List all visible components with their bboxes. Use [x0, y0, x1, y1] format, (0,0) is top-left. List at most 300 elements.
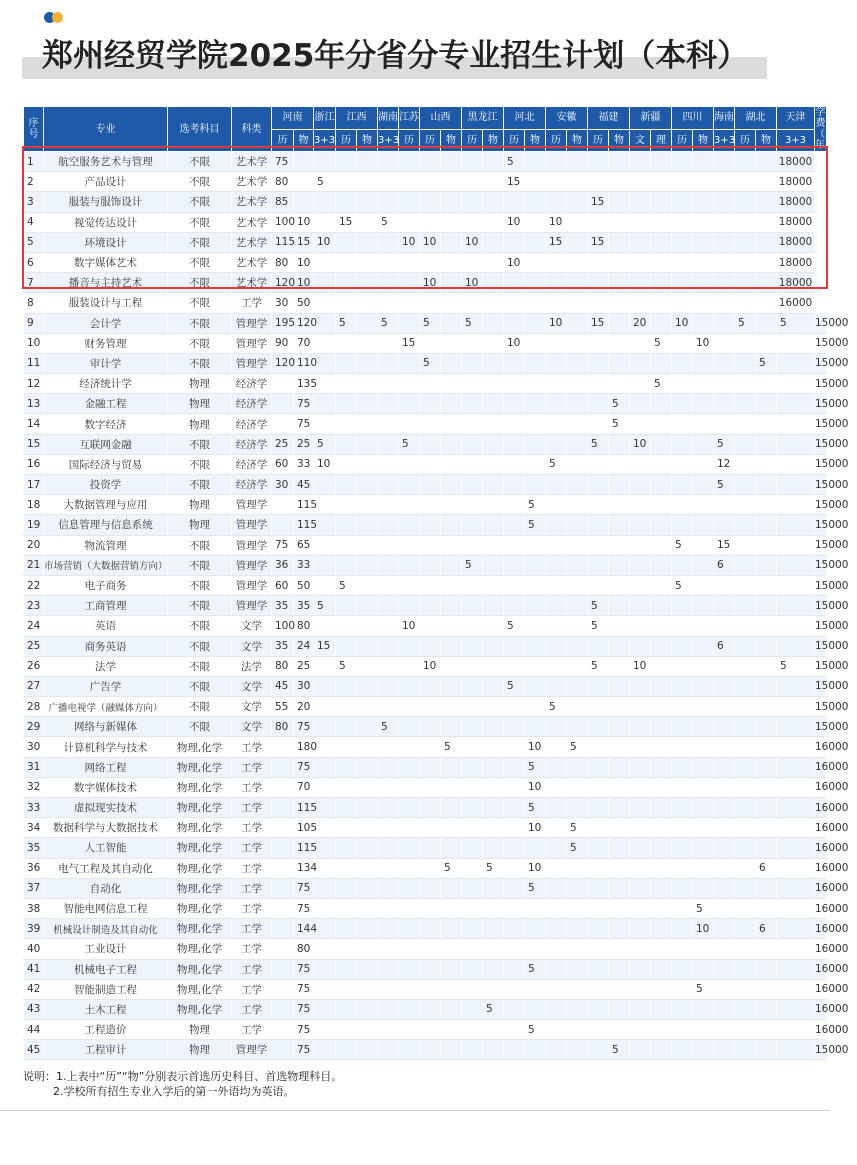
- quota-cell: [609, 232, 630, 252]
- quota-cell: [630, 858, 651, 878]
- quota-cell: 5: [314, 596, 336, 616]
- quota-cell: 10: [420, 232, 441, 252]
- quota-cell: [630, 414, 651, 434]
- table-row: [24, 394, 827, 414]
- quota-cell: [714, 212, 735, 232]
- quota-cell: 10: [462, 232, 483, 252]
- quota-cell: [462, 1040, 483, 1060]
- category: 管理学: [232, 333, 272, 353]
- quota-cell: [609, 676, 630, 696]
- quota-cell: [630, 818, 651, 838]
- quota-cell: [756, 475, 777, 495]
- quota-cell: [336, 475, 357, 495]
- quota-cell: [651, 212, 672, 232]
- quota-cell: [630, 575, 651, 595]
- header-row-provinces: [24, 107, 827, 130]
- quota-cell: [651, 798, 672, 818]
- quota-cell: [777, 798, 815, 818]
- quota-cell: [525, 898, 546, 918]
- quota-cell: [609, 333, 630, 353]
- quota-cell: 70: [294, 777, 314, 797]
- quota-cell: [272, 798, 294, 818]
- quota-cell: [630, 1040, 651, 1060]
- sub-col: 历: [588, 129, 609, 152]
- tuition-fee: 16000: [815, 737, 827, 757]
- quota-cell: 45: [272, 676, 294, 696]
- subject-requirement: 物理,化学: [168, 798, 232, 818]
- quota-cell: [462, 959, 483, 979]
- quota-cell: [567, 152, 588, 172]
- row-seq: 6: [24, 252, 44, 272]
- quota-cell: 6: [756, 919, 777, 939]
- table-row: [24, 152, 827, 172]
- quota-cell: [336, 555, 357, 575]
- quota-cell: [504, 979, 525, 999]
- category: 经济学: [232, 374, 272, 394]
- quota-cell: [672, 374, 693, 394]
- quota-cell: [336, 939, 357, 959]
- quota-cell: [441, 1040, 462, 1060]
- quota-cell: [336, 252, 357, 272]
- major-name: 电子商务: [44, 575, 168, 595]
- table-row: [24, 172, 827, 192]
- quota-cell: [693, 495, 714, 515]
- quota-cell: [441, 475, 462, 495]
- quota-cell: 15: [314, 636, 336, 656]
- quota-cell: [462, 898, 483, 918]
- quota-cell: [672, 737, 693, 757]
- quota-cell: [567, 596, 588, 616]
- quota-cell: [378, 959, 399, 979]
- quota-cell: 85: [272, 192, 294, 212]
- sub-col: 物: [525, 129, 546, 152]
- quota-cell: 60: [272, 575, 294, 595]
- subject-requirement: 不限: [168, 293, 232, 313]
- quota-cell: [378, 656, 399, 676]
- quota-cell: [399, 959, 420, 979]
- quota-cell: 10: [525, 737, 546, 757]
- category: 工学: [232, 1020, 272, 1040]
- quota-cell: [357, 535, 378, 555]
- quota-cell: [693, 515, 714, 535]
- category: 文学: [232, 676, 272, 696]
- tuition-fee: 15000: [815, 353, 827, 373]
- quota-cell: [336, 818, 357, 838]
- quota-cell: 10: [420, 273, 441, 293]
- quota-cell: [378, 818, 399, 838]
- sub-col: 历: [546, 129, 567, 152]
- quota-cell: [567, 394, 588, 414]
- quota-cell: [630, 152, 651, 172]
- quota-cell: [441, 757, 462, 777]
- quota-cell: [735, 1040, 756, 1060]
- quota-cell: [462, 475, 483, 495]
- quota-cell: [546, 999, 567, 1019]
- category: 工学: [232, 919, 272, 939]
- quota-cell: [441, 172, 462, 192]
- major-name: 机械设计制造及其自动化: [44, 919, 168, 939]
- quota-cell: [525, 838, 546, 858]
- quota-cell: [714, 676, 735, 696]
- quota-cell: [567, 798, 588, 818]
- quota-cell: [714, 1020, 735, 1040]
- quota-cell: [504, 717, 525, 737]
- quota-cell: [567, 212, 588, 232]
- quota-cell: [546, 394, 567, 414]
- subject-requirement: 不限: [168, 616, 232, 636]
- sub-col: 历: [399, 129, 420, 152]
- quota-cell: [693, 757, 714, 777]
- quota-cell: [336, 757, 357, 777]
- quota-cell: [483, 252, 504, 272]
- quota-cell: [462, 535, 483, 555]
- quota-cell: [735, 838, 756, 858]
- quota-cell: [504, 495, 525, 515]
- quota-cell: [483, 232, 504, 252]
- quota-cell: [756, 959, 777, 979]
- quota-cell: [567, 777, 588, 797]
- quota-cell: [525, 192, 546, 212]
- subject-requirement: 物理,化学: [168, 838, 232, 858]
- quota-cell: [609, 919, 630, 939]
- major-name: 工业设计: [44, 939, 168, 959]
- quota-cell: [441, 434, 462, 454]
- quota-cell: [399, 575, 420, 595]
- quota-cell: [441, 959, 462, 979]
- quota-cell: 75: [272, 535, 294, 555]
- major-name: 服装与服饰设计: [44, 192, 168, 212]
- subject-requirement: 不限: [168, 313, 232, 333]
- quota-cell: [462, 979, 483, 999]
- quota-cell: [336, 374, 357, 394]
- quota-cell: [588, 575, 609, 595]
- quota-cell: 5: [483, 999, 504, 1019]
- quota-cell: 75: [294, 717, 314, 737]
- row-seq: 4: [24, 212, 44, 232]
- quota-cell: [588, 737, 609, 757]
- quota-cell: [272, 999, 294, 1019]
- quota-cell: [735, 414, 756, 434]
- quota-cell: [651, 475, 672, 495]
- quota-cell: [378, 252, 399, 272]
- quota-cell: [714, 192, 735, 212]
- quota-cell: [735, 757, 756, 777]
- quota-cell: [462, 737, 483, 757]
- quota-cell: [756, 939, 777, 959]
- quota-cell: 100: [272, 616, 294, 636]
- quota-cell: [357, 172, 378, 192]
- subject-requirement: 物理: [168, 394, 232, 414]
- quota-cell: 5: [378, 313, 399, 333]
- quota-cell: [546, 878, 567, 898]
- quota-cell: [567, 757, 588, 777]
- quota-cell: [630, 979, 651, 999]
- quota-cell: [567, 697, 588, 717]
- quota-cell: 90: [272, 333, 294, 353]
- quota-cell: [483, 818, 504, 838]
- quota-cell: 24: [294, 636, 314, 656]
- category: 艺术学: [232, 152, 272, 172]
- quota-cell: [735, 192, 756, 212]
- row-seq: 12: [24, 374, 44, 394]
- tuition-fee: 15000: [815, 475, 827, 495]
- quota-cell: [567, 636, 588, 656]
- subject-requirement: 物理,化学: [168, 818, 232, 838]
- quota-cell: 33: [294, 454, 314, 474]
- quota-cell: [546, 676, 567, 696]
- major-name: 数字经济: [44, 414, 168, 434]
- quota-cell: 75: [294, 959, 314, 979]
- row-seq: 26: [24, 656, 44, 676]
- quota-cell: [462, 212, 483, 232]
- quota-cell: [630, 454, 651, 474]
- quota-cell: [378, 939, 399, 959]
- quota-cell: [777, 979, 815, 999]
- quota-cell: [777, 454, 815, 474]
- quota-cell: [588, 414, 609, 434]
- quota-cell: [630, 273, 651, 293]
- quota-cell: [630, 596, 651, 616]
- quota-cell: [462, 333, 483, 353]
- quota-cell: [546, 757, 567, 777]
- quota-cell: 33: [294, 555, 314, 575]
- quota-cell: [777, 777, 815, 797]
- sub-col: 物: [693, 129, 714, 152]
- quota-cell: 10: [693, 919, 714, 939]
- quota-cell: 75: [294, 878, 314, 898]
- quota-cell: [735, 676, 756, 696]
- quota-cell: [420, 898, 441, 918]
- quota-cell: [630, 495, 651, 515]
- major-name: 财务管理: [44, 333, 168, 353]
- tuition-fee: 16000: [815, 939, 827, 959]
- quota-cell: [357, 959, 378, 979]
- quota-cell: [525, 999, 546, 1019]
- quota-cell: 70: [294, 333, 314, 353]
- quota-cell: [588, 858, 609, 878]
- quota-cell: [651, 515, 672, 535]
- quota-cell: [567, 717, 588, 737]
- category: 艺术学: [232, 192, 272, 212]
- quota-cell: [272, 777, 294, 797]
- quota-cell: [399, 636, 420, 656]
- quota-cell: [588, 959, 609, 979]
- quota-cell: [672, 353, 693, 373]
- quota-cell: 5: [525, 515, 546, 535]
- category: 管理学: [232, 535, 272, 555]
- quota-cell: [441, 676, 462, 696]
- quota-cell: [399, 475, 420, 495]
- quota-cell: [441, 596, 462, 616]
- quota-cell: [588, 777, 609, 797]
- table-row: [24, 454, 827, 474]
- quota-cell: [609, 313, 630, 333]
- quota-cell: [357, 676, 378, 696]
- quota-cell: [735, 212, 756, 232]
- quota-cell: [357, 374, 378, 394]
- quota-cell: [756, 878, 777, 898]
- quota-cell: [420, 454, 441, 474]
- quota-cell: [672, 616, 693, 636]
- quota-cell: [651, 495, 672, 515]
- quota-cell: [378, 596, 399, 616]
- quota-cell: [777, 1040, 815, 1060]
- quota-cell: [441, 919, 462, 939]
- quota-cell: [272, 414, 294, 434]
- quota-cell: [546, 898, 567, 918]
- quota-cell: [588, 1040, 609, 1060]
- category: 管理学: [232, 515, 272, 535]
- quota-cell: [567, 878, 588, 898]
- major-name: 土木工程: [44, 999, 168, 1019]
- quota-cell: [756, 172, 777, 192]
- quota-cell: [357, 777, 378, 797]
- category: 法学: [232, 656, 272, 676]
- quota-cell: [735, 333, 756, 353]
- row-seq: 31: [24, 757, 44, 777]
- quota-cell: [630, 515, 651, 535]
- quota-cell: [399, 495, 420, 515]
- quota-cell: 5: [336, 656, 357, 676]
- quota-cell: [483, 152, 504, 172]
- subject-requirement: 不限: [168, 434, 232, 454]
- quota-cell: [336, 616, 357, 636]
- quota-cell: [441, 333, 462, 353]
- quota-cell: [378, 434, 399, 454]
- decorative-dots: [44, 12, 68, 24]
- quota-cell: [399, 1020, 420, 1040]
- quota-cell: [567, 939, 588, 959]
- quota-cell: [567, 676, 588, 696]
- quota-cell: [420, 515, 441, 535]
- quota-cell: 134: [294, 858, 314, 878]
- quota-cell: [483, 555, 504, 575]
- quota-cell: [357, 192, 378, 212]
- quota-cell: [504, 575, 525, 595]
- quota-cell: [336, 596, 357, 616]
- quota-cell: [441, 535, 462, 555]
- subject-requirement: 不限: [168, 676, 232, 696]
- quota-cell: [525, 697, 546, 717]
- quota-cell: 5: [336, 313, 357, 333]
- quota-cell: 10: [314, 232, 336, 252]
- quota-cell: [462, 858, 483, 878]
- quota-cell: [399, 515, 420, 535]
- quota-cell: 120: [272, 353, 294, 373]
- quota-cell: [630, 232, 651, 252]
- quota-cell: [525, 535, 546, 555]
- quota-cell: [399, 394, 420, 414]
- quota-cell: [735, 374, 756, 394]
- quota-cell: [756, 676, 777, 696]
- quota-cell: [693, 959, 714, 979]
- quota-cell: [672, 939, 693, 959]
- quota-cell: [777, 919, 815, 939]
- quota-cell: [693, 575, 714, 595]
- quota-cell: [336, 515, 357, 535]
- quota-cell: [546, 979, 567, 999]
- quota-cell: [420, 757, 441, 777]
- quota-cell: 5: [672, 575, 693, 595]
- quota-cell: [441, 878, 462, 898]
- category: 经济学: [232, 394, 272, 414]
- quota-cell: [462, 394, 483, 414]
- quota-cell: [714, 394, 735, 414]
- major-name: 审计学: [44, 353, 168, 373]
- quota-cell: [441, 818, 462, 838]
- quota-cell: [588, 898, 609, 918]
- quota-cell: [399, 676, 420, 696]
- quota-cell: [294, 192, 314, 212]
- quota-cell: [441, 999, 462, 1019]
- quota-cell: [630, 616, 651, 636]
- quota-cell: [399, 252, 420, 272]
- quota-cell: [399, 858, 420, 878]
- quota-cell: [420, 575, 441, 595]
- subject-requirement: 不限: [168, 575, 232, 595]
- quota-cell: [672, 495, 693, 515]
- quota-cell: [441, 515, 462, 535]
- quota-cell: [588, 374, 609, 394]
- quota-cell: [756, 818, 777, 838]
- quota-cell: [483, 979, 504, 999]
- quota-cell: [504, 414, 525, 434]
- quota-cell: 5: [420, 313, 441, 333]
- quota-cell: [462, 616, 483, 636]
- subject-requirement: 不限: [168, 333, 232, 353]
- tuition-fee: 16000: [815, 838, 827, 858]
- quota-cell: 75: [294, 1020, 314, 1040]
- quota-cell: [420, 1040, 441, 1060]
- quota-cell: [693, 838, 714, 858]
- quota-cell: [672, 777, 693, 797]
- quota-cell: [483, 939, 504, 959]
- row-seq: 38: [24, 898, 44, 918]
- quota-cell: [525, 212, 546, 232]
- table-row: [24, 434, 827, 454]
- major-name: 虚拟现实技术: [44, 798, 168, 818]
- quota-cell: [441, 374, 462, 394]
- tuition-fee: 18000: [777, 212, 815, 232]
- quota-cell: [525, 475, 546, 495]
- quota-cell: [336, 495, 357, 515]
- quota-cell: [483, 1040, 504, 1060]
- quota-cell: [567, 333, 588, 353]
- quota-cell: 10: [630, 434, 651, 454]
- sub-col: 历: [735, 129, 756, 152]
- quota-cell: [777, 737, 815, 757]
- quota-cell: [294, 152, 314, 172]
- quota-cell: [546, 777, 567, 797]
- quota-cell: [672, 757, 693, 777]
- quota-cell: [314, 394, 336, 414]
- quota-cell: [462, 878, 483, 898]
- quota-cell: 5: [777, 656, 815, 676]
- tuition-fee: 15000: [815, 454, 827, 474]
- quota-cell: [588, 878, 609, 898]
- quota-cell: [651, 878, 672, 898]
- row-seq: 20: [24, 535, 44, 555]
- tuition-fee: 16000: [815, 979, 827, 999]
- quota-cell: [651, 858, 672, 878]
- quota-cell: 10: [672, 313, 693, 333]
- quota-cell: [693, 192, 714, 212]
- quota-cell: [630, 999, 651, 1019]
- quota-cell: [462, 596, 483, 616]
- major-name: 视觉传达设计: [44, 212, 168, 232]
- quota-cell: [272, 919, 294, 939]
- quota-cell: [630, 333, 651, 353]
